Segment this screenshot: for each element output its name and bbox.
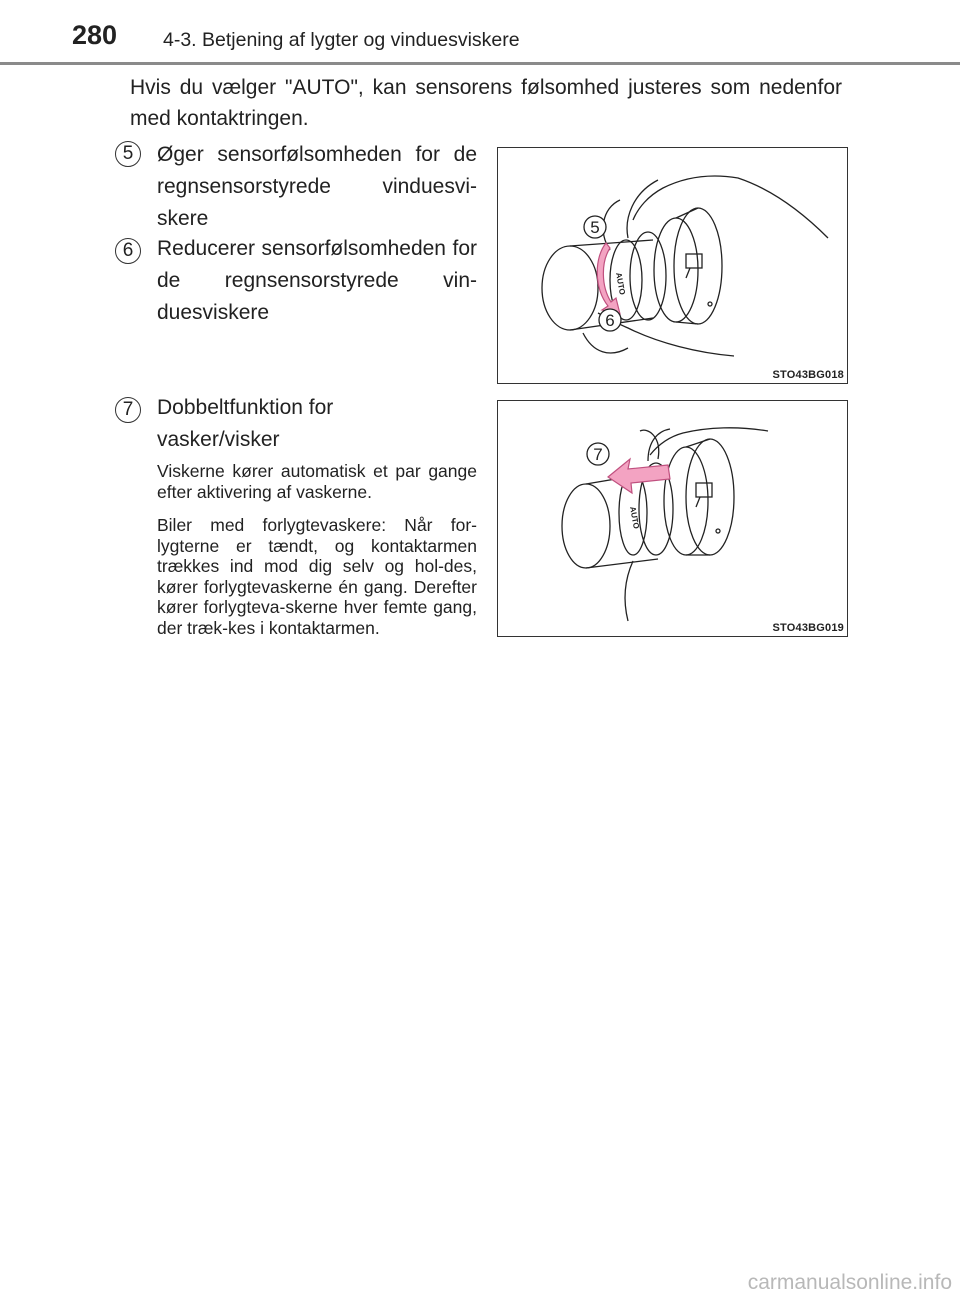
callout-6: 6: [605, 311, 615, 330]
chapter-title: 4-3. Betjening af lygter og vinduesviskere: [163, 29, 520, 51]
figure-switch-sensitivity: [497, 147, 848, 384]
callout-7: 7: [593, 445, 603, 464]
washer-switch-illustration: [498, 401, 849, 638]
item-6-text: Reducerer sensorfølsomheden for de regnsensorstyrede vin-duesviskere: [157, 237, 477, 324]
auto-label: AUTO: [614, 271, 627, 296]
auto-label: AUTO: [628, 505, 641, 530]
item-number-7: 7: [115, 397, 141, 423]
figure-washer-function: [497, 400, 848, 637]
item-5-text: Øger sensorfølsomheden for de regnsensorstyrede vinduesvi-skere: [157, 143, 477, 230]
intro-paragraph: Hvis du vælger "AUTO", kan sensorens følsomhed justeres som nedenfor med kontaktringen.: [130, 76, 842, 130]
item-number-5: 5: [115, 141, 141, 167]
page-header: [0, 0, 960, 66]
item-7-text: Dobbeltfunktion for vasker/visker: [157, 396, 334, 451]
item-number-6: 6: [115, 238, 141, 264]
item-7-note-2: Biler med forlygtevaskere: Når for-lygterne er tændt, og kontaktarmen trækkes ind mod dig selv og hol-des, kører forlygtevaskerne én gang. Derefter kører forlygteva-skerne hver femte gang, der træk-kes i kontaktarmen.: [157, 515, 477, 638]
figure-code: STO43BG019: [772, 622, 844, 634]
page-number: 280: [72, 20, 118, 50]
wiper-switch-illustration: [498, 148, 849, 385]
item-7-note-1: Viskerne kører automatisk et par gange efter aktivering af vaskerne.: [157, 461, 477, 502]
callout-5: 5: [590, 218, 600, 237]
header-rule: [0, 62, 960, 65]
watermark[interactable]: carmanualsonline.info: [747, 1271, 952, 1294]
figure-code: STO43BG018: [772, 369, 844, 381]
